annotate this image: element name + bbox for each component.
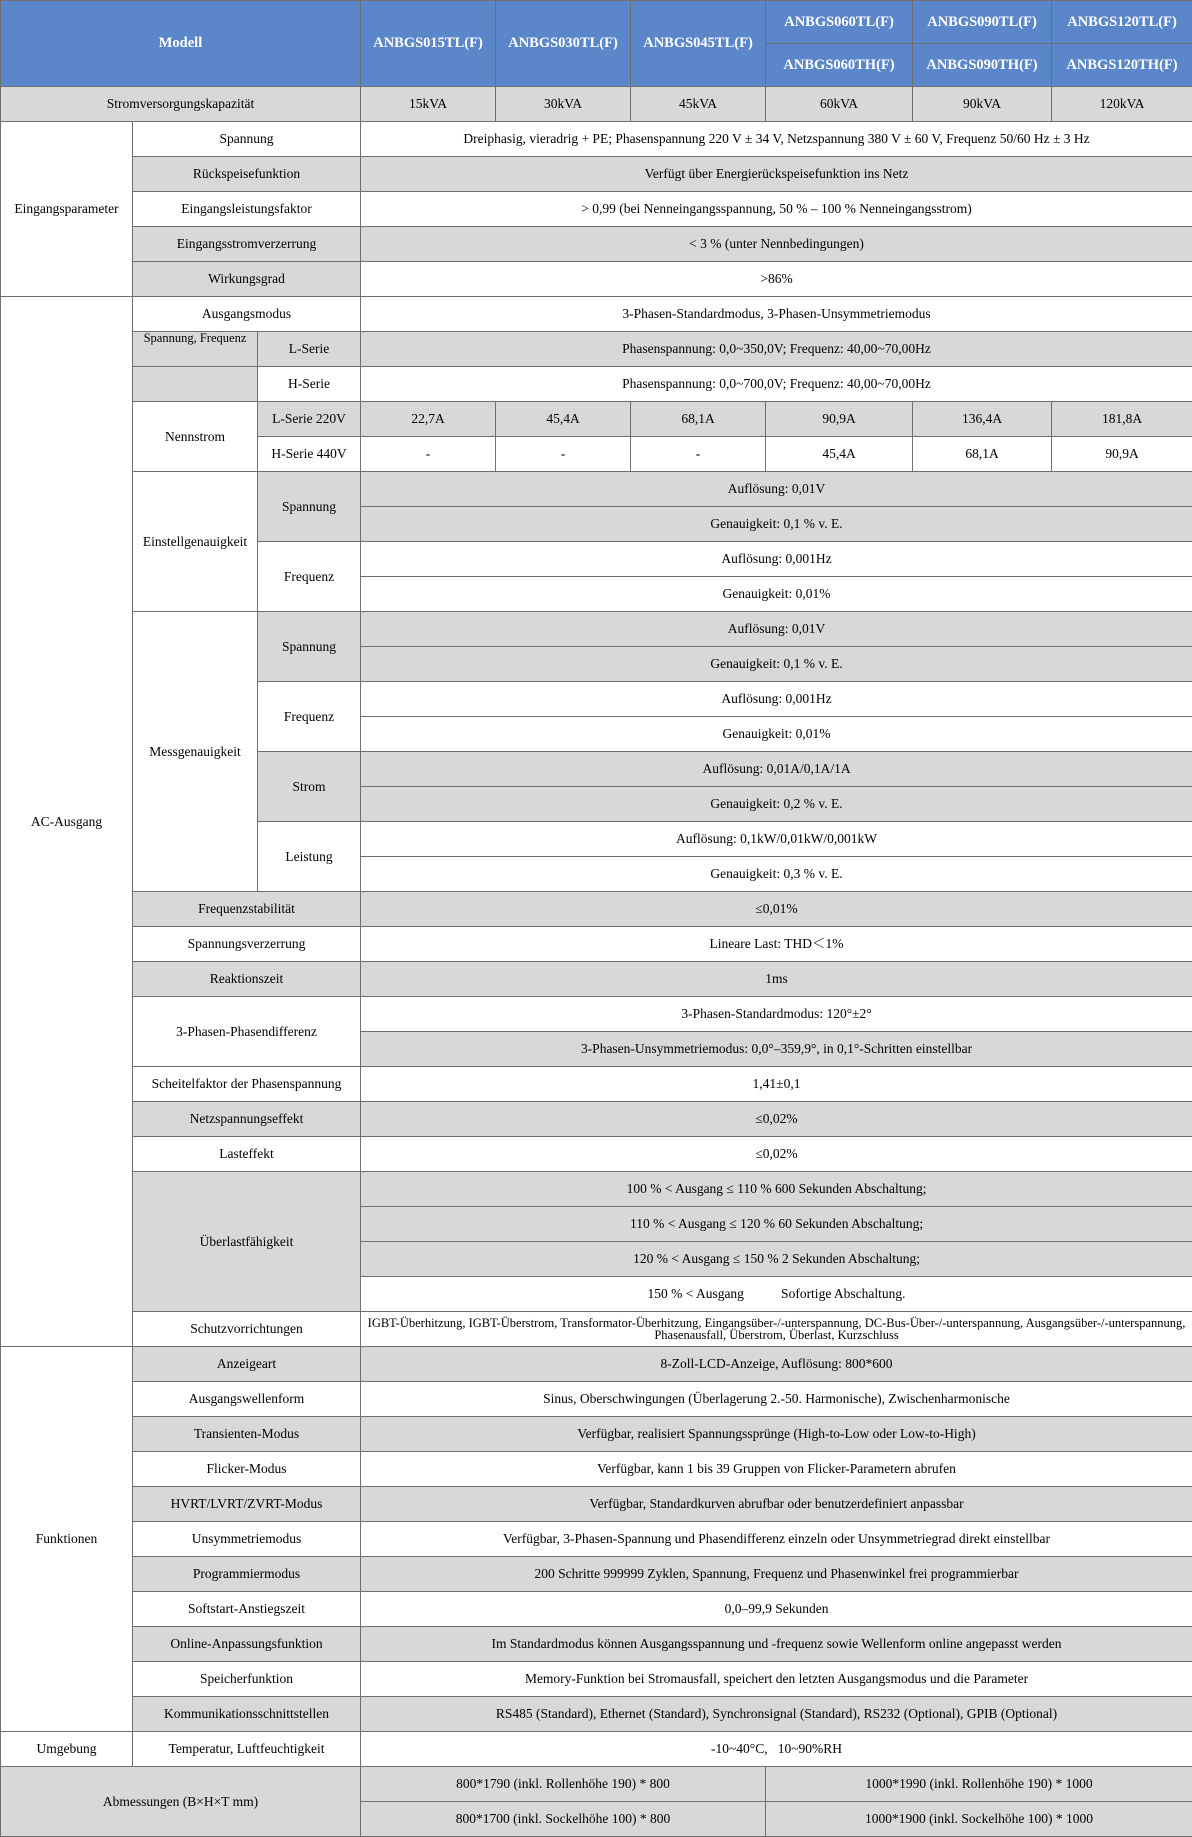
functions-group-label: Funktionen	[1, 1347, 133, 1732]
model-header: Modell	[1, 1, 361, 87]
spec-value: < 3 % (unter Nennbedingungen)	[361, 227, 1192, 262]
current-value: 136,4A	[913, 402, 1052, 437]
einstell-label: Einstellgenauigkeit	[133, 472, 258, 612]
spec-value: 8-Zoll-LCD-Anzeige, Auflösung: 800*600	[361, 1347, 1192, 1382]
capacity-value: 15kVA	[361, 87, 496, 122]
spec-value: 3-Phasen-Standardmodus, 3-Phasen-Unsymmetriemodus	[361, 297, 1192, 332]
dimension-value: 800*1700 (inkl. Sockelhöhe 100) * 800	[361, 1802, 766, 1837]
spec-label: Online-Anpassungsfunktion	[133, 1627, 361, 1662]
spec-label: Eingangsleistungsfaktor	[133, 192, 361, 227]
spec-label: HVRT/LVRT/ZVRT-Modus	[133, 1487, 361, 1522]
model-name: ANBGS090TH(F)	[913, 44, 1052, 87]
current-value: 68,1A	[631, 402, 766, 437]
spec-value: Genauigkeit: 0,01%	[361, 717, 1192, 752]
environment-group-label: Umgebung	[1, 1732, 133, 1767]
current-value: 90,9A	[1052, 437, 1192, 472]
dimension-value: 1000*1990 (inkl. Rollenhöhe 190) * 1000	[766, 1767, 1192, 1802]
spec-label: Rückspeisefunktion	[133, 157, 361, 192]
spec-label: Lasteffekt	[133, 1137, 361, 1172]
spec-label: Flicker-Modus	[133, 1452, 361, 1487]
spec-label: Überlastfähigkeit	[133, 1172, 361, 1312]
spec-label: Programmiermodus	[133, 1557, 361, 1592]
current-value: -	[496, 437, 631, 472]
spec-value: IGBT-Überhitzung, IGBT-Überstrom, Transformator-Überhitzung, Eingangsüber-/-unterspannung, DC-Bus-Über-/-unterspannung, Ausgangsüber-/-unterspannung, Phasenausfall, Überstrom, Überlast, Kurzschluss	[361, 1312, 1192, 1347]
current-value: -	[631, 437, 766, 472]
current-value: 68,1A	[913, 437, 1052, 472]
current-value: -	[361, 437, 496, 472]
spec-label: Scheitelfaktor der Phasenspannung	[133, 1067, 361, 1102]
sub-label: Frequenz	[258, 542, 361, 612]
spec-value: Phasenspannung: 0,0~700,0V; Frequenz: 40,00~70,00Hz	[361, 367, 1192, 402]
model-name: ANBGS120TH(F)	[1052, 44, 1192, 87]
spec-value: Dreiphasig, vieradrig + PE; Phasenspannung 220 V ± 34 V, Netzspannung 380 V ± 60 V, Frequenz 50/60 Hz ± 3 Hz	[361, 122, 1192, 157]
spec-label: Temperatur, Luftfeuchtigkeit	[133, 1732, 361, 1767]
spec-value: Verfügbar, Standardkurven abrufbar oder benutzerdefiniert anpassbar	[361, 1487, 1192, 1522]
spec-label: Frequenzstabilität	[133, 892, 361, 927]
series-label: H-Serie 440V	[258, 437, 361, 472]
spec-value: 120 % < Ausgang ≤ 150 % 2 Sekunden Abschaltung;	[361, 1242, 1192, 1277]
nennstrom-label: Nennstrom	[133, 402, 258, 472]
spec-value: Genauigkeit: 0,3 % v. E.	[361, 857, 1192, 892]
spec-value: Genauigkeit: 0,01%	[361, 577, 1192, 612]
sub-label: Strom	[258, 752, 361, 822]
spec-value: Auflösung: 0,01V	[361, 472, 1192, 507]
spec-value: Phasenspannung: 0,0~350,0V; Frequenz: 40,00~70,00Hz	[361, 332, 1192, 367]
current-value: 22,7A	[361, 402, 496, 437]
spec-value: 200 Schritte 999999 Zyklen, Spannung, Frequenz und Phasenwinkel frei programmierbar	[361, 1557, 1192, 1592]
sub-label: Frequenz	[258, 682, 361, 752]
voltage-frequency-label: Spannung, Frequenz	[133, 332, 258, 367]
current-value: 45,4A	[766, 437, 913, 472]
spec-label: Wirkungsgrad	[133, 262, 361, 297]
capacity-label: Stromversorgungskapazität	[1, 87, 361, 122]
spec-value: Sinus, Oberschwingungen (Überlagerung 2.-50. Harmonische), Zwischenharmonische	[361, 1382, 1192, 1417]
spec-value: Genauigkeit: 0,1 % v. E.	[361, 507, 1192, 542]
spec-label: Ausgangsmodus	[133, 297, 361, 332]
spec-value: 150 % < Ausgang Sofortige Abschaltung.	[361, 1277, 1192, 1312]
spec-value: Verfügbar, realisiert Spannungssprünge (High-to-Low oder Low-to-High)	[361, 1417, 1192, 1452]
spec-value: Auflösung: 0,001Hz	[361, 682, 1192, 717]
capacity-value: 30kVA	[496, 87, 631, 122]
dimension-value: 800*1790 (inkl. Rollenhöhe 190) * 800	[361, 1767, 766, 1802]
spec-value: Genauigkeit: 0,2 % v. E.	[361, 787, 1192, 822]
capacity-value: 45kVA	[631, 87, 766, 122]
spec-label: Kommunikationsschnittstellen	[133, 1697, 361, 1732]
model-name: ANBGS045TL(F)	[631, 1, 766, 87]
model-name: ANBGS060TL(F)	[766, 1, 913, 44]
capacity-value: 60kVA	[766, 87, 913, 122]
spec-value: Auflösung: 0,1kW/0,01kW/0,001kW	[361, 822, 1192, 857]
model-name: ANBGS030TL(F)	[496, 1, 631, 87]
current-value: 45,4A	[496, 402, 631, 437]
spec-value: > 0,99 (bei Nenneingangsspannung, 50 % – 100 % Nenneingangsstrom)	[361, 192, 1192, 227]
sub-label: Spannung	[258, 472, 361, 542]
series-label: L-Serie 220V	[258, 402, 361, 437]
spec-label: Netzspannungseffekt	[133, 1102, 361, 1137]
ac-group-label: AC-Ausgang	[1, 297, 133, 1347]
spec-label: Anzeigeart	[133, 1347, 361, 1382]
spec-value: 110 % < Ausgang ≤ 120 % 60 Sekunden Abschaltung;	[361, 1207, 1192, 1242]
model-name: ANBGS060TH(F)	[766, 44, 913, 87]
spec-label: Ausgangswellenform	[133, 1382, 361, 1417]
capacity-value: 90kVA	[913, 87, 1052, 122]
spec-label: Eingangsstromverzerrung	[133, 227, 361, 262]
current-value: 90,9A	[766, 402, 913, 437]
current-value: 181,8A	[1052, 402, 1192, 437]
dimension-value: 1000*1900 (inkl. Sockelhöhe 100) * 1000	[766, 1802, 1192, 1837]
spec-value: ≤0,01%	[361, 892, 1192, 927]
spec-value: -10~40°C, 10~90%RH	[361, 1732, 1192, 1767]
empty-cell	[133, 367, 258, 402]
spec-value: 0,0–99,9 Sekunden	[361, 1592, 1192, 1627]
spec-value: >86%	[361, 262, 1192, 297]
sub-label: Leistung	[258, 822, 361, 892]
series-label: L-Serie	[258, 332, 361, 367]
model-name: ANBGS120TL(F)	[1052, 1, 1192, 44]
model-name: ANBGS015TL(F)	[361, 1, 496, 87]
spec-value: 100 % < Ausgang ≤ 110 % 600 Sekunden Abschaltung;	[361, 1172, 1192, 1207]
input-group-label: Eingangsparameter	[1, 122, 133, 297]
spec-label: Unsymmetriemodus	[133, 1522, 361, 1557]
spec-value: 3-Phasen-Unsymmetriemodus: 0,0°–359,9°, in 0,1°-Schritten einstellbar	[361, 1032, 1192, 1067]
spec-label: Reaktionszeit	[133, 962, 361, 997]
spec-value: Verfügbar, kann 1 bis 39 Gruppen von Flicker-Parametern abrufen	[361, 1452, 1192, 1487]
spec-value: 1ms	[361, 962, 1192, 997]
spec-label: Softstart-Anstiegszeit	[133, 1592, 361, 1627]
spec-value: Im Standardmodus können Ausgangsspannung und -frequenz sowie Wellenform online angepasst werden	[361, 1627, 1192, 1662]
spec-value: Memory-Funktion bei Stromausfall, speichert den letzten Ausgangsmodus und die Parameter	[361, 1662, 1192, 1697]
spec-value: 1,41±0,1	[361, 1067, 1192, 1102]
spec-value: Auflösung: 0,01A/0,1A/1A	[361, 752, 1192, 787]
spec-value: 3-Phasen-Standardmodus: 120°±2°	[361, 997, 1192, 1032]
spec-label: Speicherfunktion	[133, 1662, 361, 1697]
spec-label: Spannungsverzerrung	[133, 927, 361, 962]
spec-value: RS485 (Standard), Ethernet (Standard), Synchronsignal (Standard), RS232 (Optional), GPIB (Optional)	[361, 1697, 1192, 1732]
spec-label: Spannung	[133, 122, 361, 157]
spec-label: Transienten-Modus	[133, 1417, 361, 1452]
spec-value: ≤0,02%	[361, 1137, 1192, 1172]
spec-value: ≤0,02%	[361, 1102, 1192, 1137]
model-name: ANBGS090TL(F)	[913, 1, 1052, 44]
sub-label: Spannung	[258, 612, 361, 682]
spec-value: Verfügt über Energierückspeisefunktion ins Netz	[361, 157, 1192, 192]
capacity-value: 120kVA	[1052, 87, 1192, 122]
spec-value: Genauigkeit: 0,1 % v. E.	[361, 647, 1192, 682]
mess-label: Messgenauigkeit	[133, 612, 258, 892]
series-label: H-Serie	[258, 367, 361, 402]
spec-value: Lineare Last: THD＜1%	[361, 927, 1192, 962]
spec-label: 3-Phasen-Phasendifferenz	[133, 997, 361, 1067]
spec-value: Auflösung: 0,01V	[361, 612, 1192, 647]
dimensions-label: Abmessungen (B×H×T mm)	[1, 1767, 361, 1837]
spec-value: Auflösung: 0,001Hz	[361, 542, 1192, 577]
spec-label: Schutzvorrichtungen	[133, 1312, 361, 1347]
spec-value: Verfügbar, 3-Phasen-Spannung und Phasendifferenz einzeln oder Unsymmetriegrad direkt einstellbar	[361, 1522, 1192, 1557]
